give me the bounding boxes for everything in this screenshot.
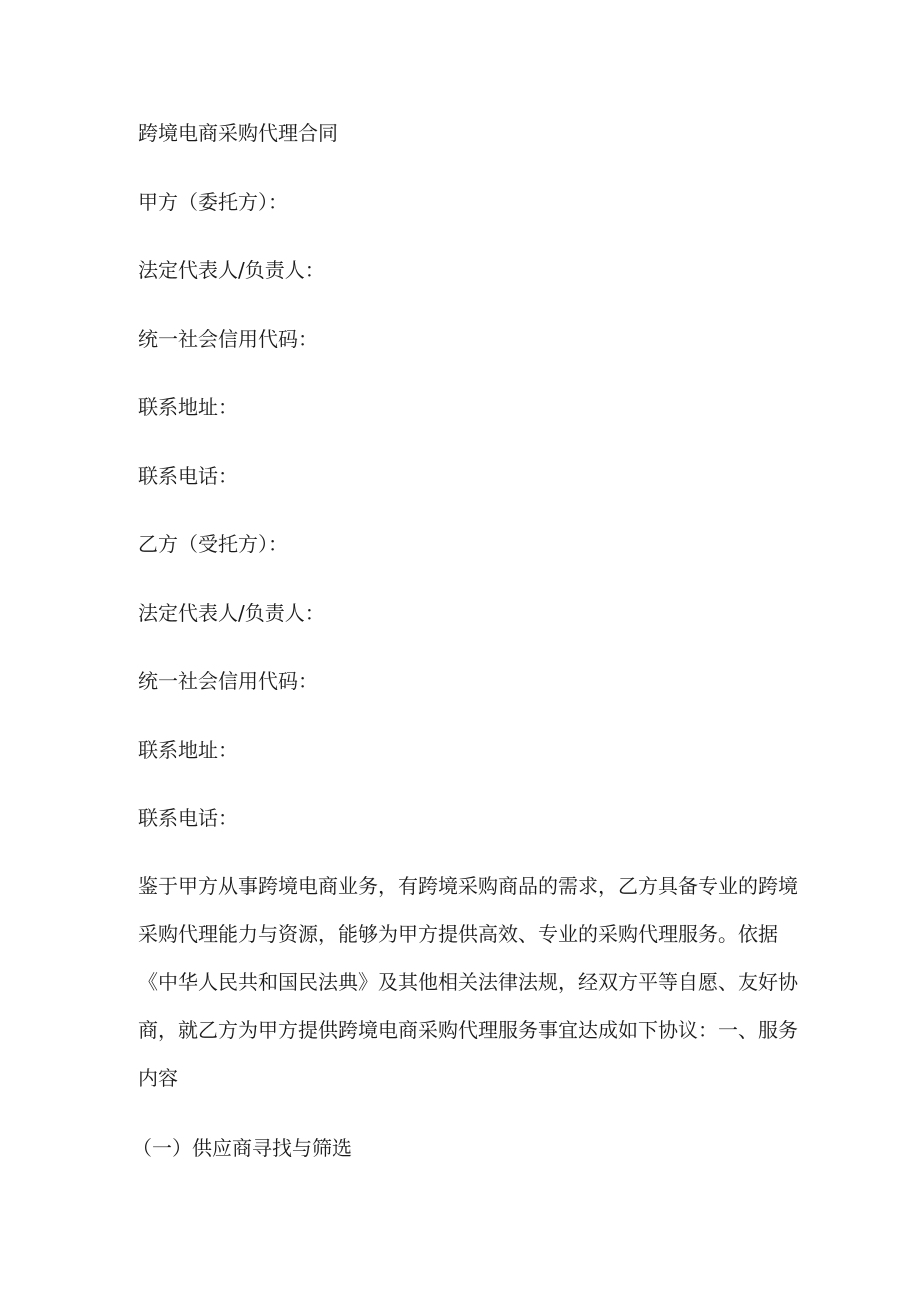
party-a-credit-code-label: 统一社会信用代码： [138,327,318,351]
party-a-heading: 甲方（委托方）： [138,190,288,214]
party-a-legal-rep-label: 法定代表人/负责人： [138,258,325,282]
party-a-address-label: 联系地址： [138,395,238,419]
party-b-credit-code-label: 统一社会信用代码： [138,669,318,693]
preamble-paragraph: 鉴于甲方从事跨境电商业务，有跨境采购商品的需求，乙方具备专业的跨境采购代理能力与资源，能够为甲方提供高效、专业的采购代理服务。依据《中华人民共和国民法典》及其他相关法律法规，经双方平等自愿、友好协商，就乙方为甲方提供跨境电商采购代理服务事宜达成如下协议：一、服务内容 [138,874,798,1090]
contract-title: 跨境电商采购代理合同 [138,121,338,145]
party-b-address-label: 联系地址： [138,738,238,762]
party-b-legal-rep-label: 法定代表人/负责人： [138,601,325,625]
party-b-heading: 乙方（受托方）： [138,532,288,556]
subsection-heading: （一）供应商寻找与筛选 [132,1136,352,1160]
party-b-phone-label: 联系电话： [138,806,238,830]
party-a-phone-label: 联系电话： [138,464,238,488]
